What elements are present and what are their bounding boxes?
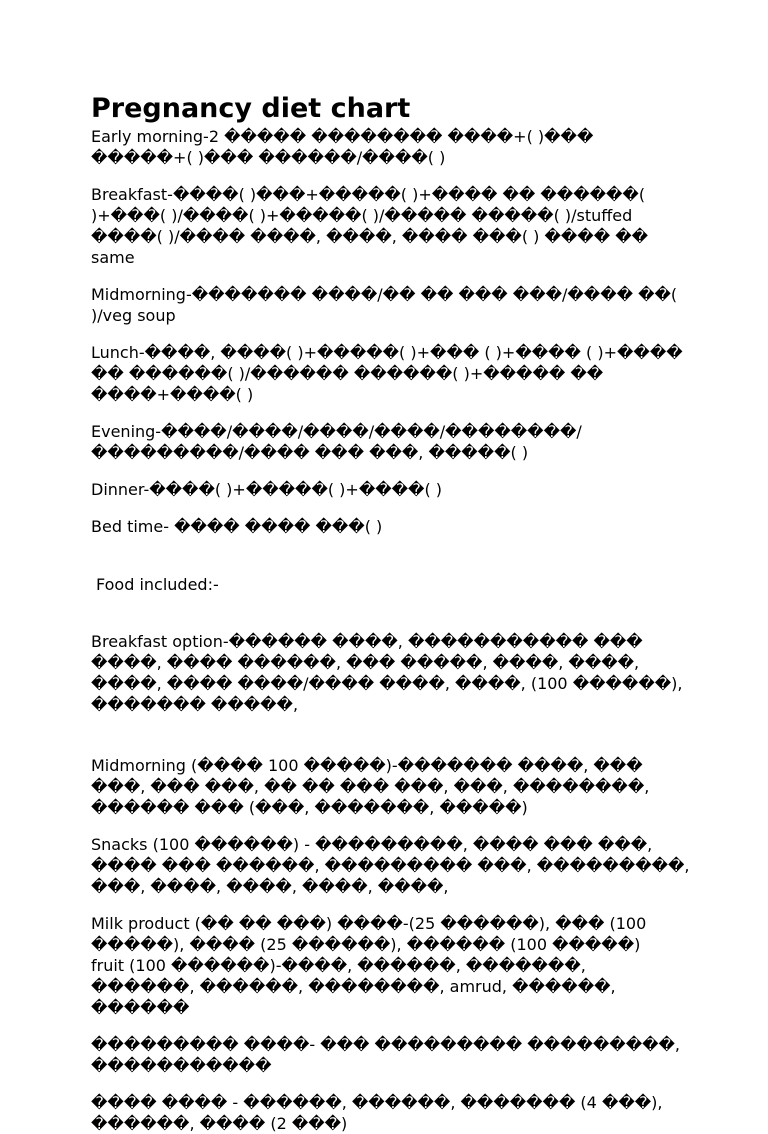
meal-evening: Evening-����/����/����/����/��������/���������/���� ��� ���, �����( ) bbox=[91, 422, 582, 462]
meal-bed-time: Bed time- ���� ���� ���( ) bbox=[91, 517, 383, 536]
meal-midmorning: Midmorning-������� ����/�� �� ��� ���/���� ��( )/veg soup bbox=[91, 285, 678, 325]
option-breakfast: Breakfast option-������ ����, ����������� ��� ����, ���� ������, ��� �����, ����, ����, ����, ���� ����/���� ����, ����, (100 ������), ������� �����, bbox=[91, 632, 683, 714]
food-included-heading: Food included:- bbox=[96, 575, 219, 594]
meal-early-morning: Early morning-2 ����� �������� ����+( )��� �����+( )��� ������/����( ) bbox=[91, 127, 594, 167]
option-midmorning: Midmorning (���� 100 �����)-������� ����, ��� ���, ��� ���, �� �� ��� ���, ���, ��������, ������ ��� (���, �������, �����) bbox=[91, 756, 650, 817]
document-page bbox=[91, 92, 691, 1134]
option-snacks: Snacks (100 ������) - ���������, ���� ��� ���, ���� ��� ������, ��������� ���, ���������, ���, ����, ����, ����, ����, bbox=[91, 835, 690, 896]
meal-lunch: Lunch-����, ����( )+�����( )+��� ( )+���� ( )+���� �� ������( )/������ ������( )+����� �� ����+����( ) bbox=[91, 343, 683, 404]
option-line-1: ��������� ����- ��� ��������� ���������, ����������� bbox=[91, 1035, 681, 1075]
option-milk-product: Milk product (�� �� ���) ����-(25 ������), ��� (100 �����), ���� (25 ������), ������ (100 �����) bbox=[91, 914, 647, 954]
meal-breakfast: Breakfast-����( )���+�����( )+���� �� ������( )+���( )/����( )+�����( )/����� �����( )/stuffed ����( )/���� ����, ����, ���� ���( ) ���� �� same bbox=[91, 185, 648, 267]
option-fruit: fruit (100 ������)-����, ������, �������, ������, ������, ��������, amrud, ������, ������ bbox=[91, 956, 616, 1017]
document-title: Pregnancy diet chart bbox=[91, 93, 411, 124]
option-line-2: ���� ���� - ������, ������, ������� (4 ���), ������, ���� (2 ���) bbox=[91, 1093, 663, 1133]
meal-dinner: Dinner-����( )+�����( )+����( ) bbox=[91, 480, 443, 499]
